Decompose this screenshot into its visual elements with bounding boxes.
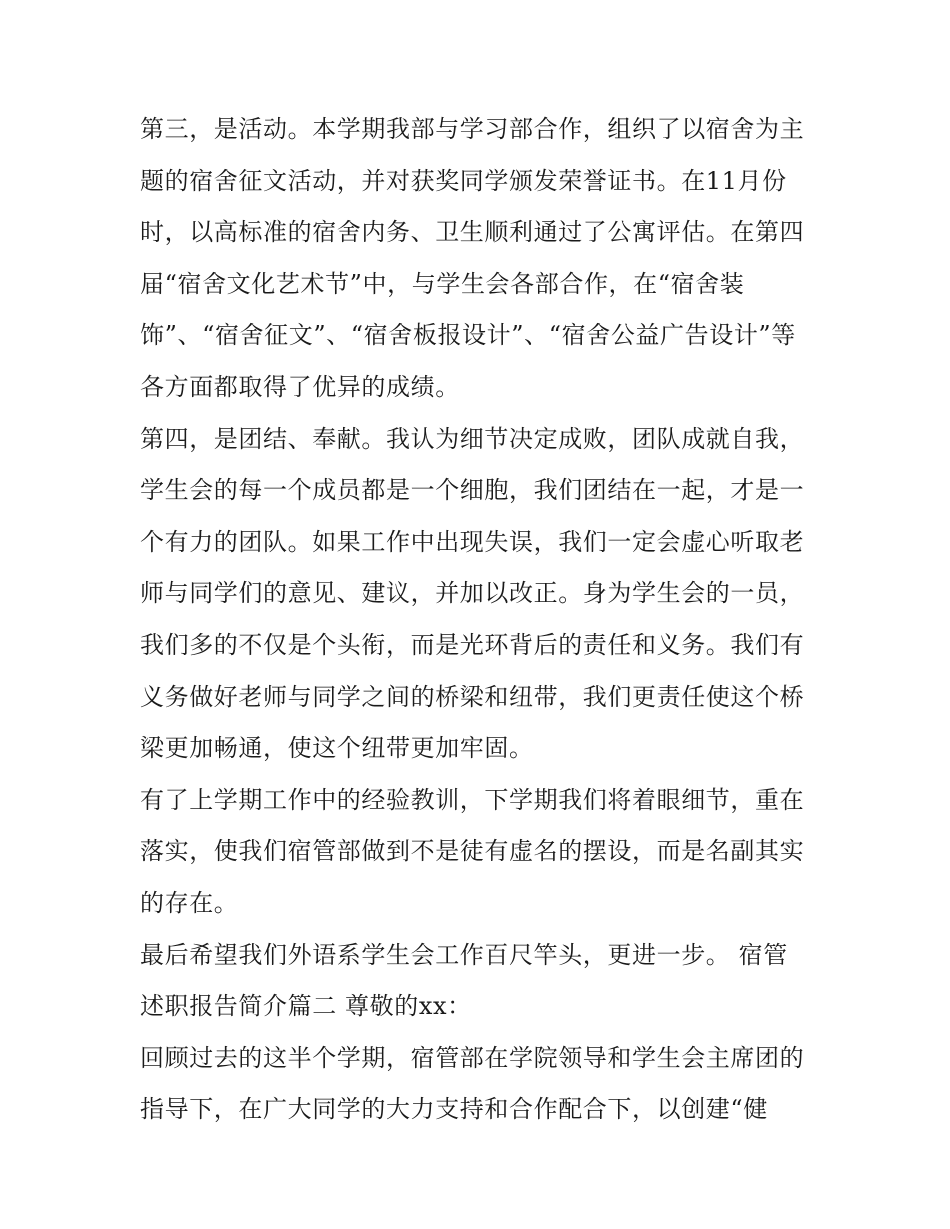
text-line: 饰”、“宿舍征文”、“宿舍板报设计”、“宿舍公益广告设计”等 bbox=[140, 321, 796, 350]
text-line: 的存在。 bbox=[140, 888, 239, 917]
text-line: 师与同学们的意见、建议，并加以改正。身为学生会的一员， bbox=[140, 579, 805, 608]
document-body bbox=[140, 104, 820, 1136]
text-line: 学生会的每一个成员都是一个细胞，我们团结在一起，才是一 bbox=[140, 476, 805, 505]
text-line: 个有力的团队。如果工作中出现失误，我们一定会虚心听取老 bbox=[140, 527, 805, 556]
text-line: 题的宿舍征文活动，并对获奖同学颁发荣誉证书。在11月份 bbox=[140, 166, 787, 195]
text-line: 时，以高标准的宿舍内务、卫生顺利通过了公寓评估。在第四 bbox=[140, 218, 805, 247]
text-line: 最后希望我们外语系学生会工作百尺竿头，更进一步。 宿管 bbox=[140, 940, 788, 969]
text-line: 指导下，在广大同学的大力支持和合作配合下，以创建“健 bbox=[140, 1095, 768, 1124]
text-line: 各方面都取得了优异的成绩。 bbox=[140, 372, 460, 401]
text-line: 梁更加畅通，使这个纽带更加牢固。 bbox=[140, 734, 534, 763]
text-line: 有了上学期工作中的经验教训，下学期我们将着眼细节，重在 bbox=[140, 785, 805, 814]
text-line: 第三，是活动。本学期我部与学习部合作，组织了以宿舍为主 bbox=[140, 115, 805, 143]
text-line: 落实，使我们宿管部做到不是徒有虚名的摆设，而是名副其实 bbox=[140, 837, 805, 866]
text-line: 回顾过去的这半个学期，宿管部在学院领导和学生会主席团的 bbox=[140, 1043, 805, 1072]
text-line: 第四，是团结、奉献。我认为细节决定成败，团队成就自我， bbox=[140, 424, 805, 453]
text-line: 我们多的不仅是个头衔，而是光环背后的责任和义务。我们有 bbox=[140, 630, 805, 659]
text-line: 义务做好老师与同学之间的桥梁和纽带，我们更责任使这个桥 bbox=[140, 682, 805, 711]
text-line: 届“宿舍文化艺术节”中，与学生会各部合作，在“宿舍装 bbox=[140, 269, 745, 298]
text-line: 述职报告简介篇二 尊敬的xx： bbox=[140, 992, 472, 1021]
